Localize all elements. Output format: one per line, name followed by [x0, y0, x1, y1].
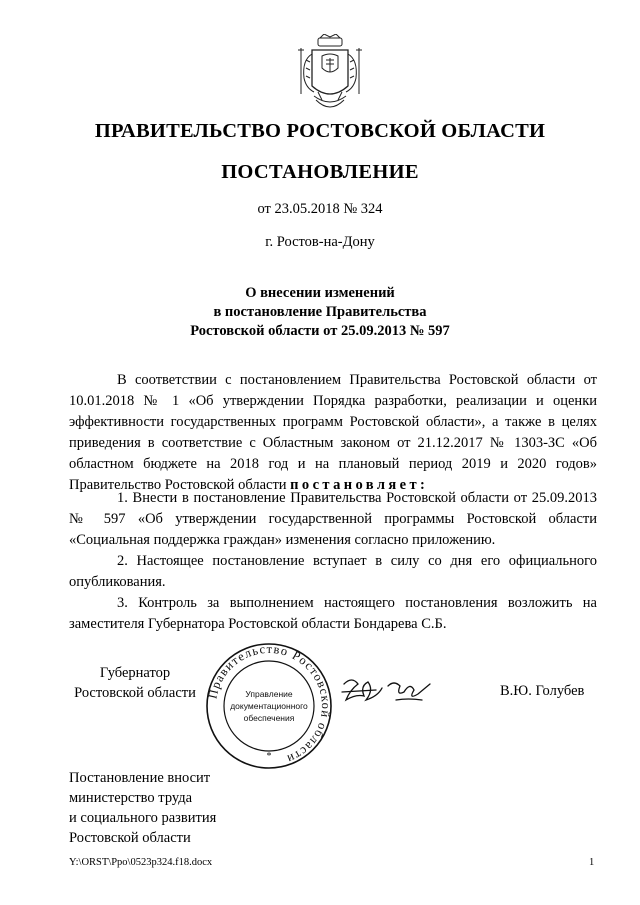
footer-file-path: Y:\ORST\Ppo\0523p324.f18.docx: [69, 857, 213, 868]
position-line: Губернатор: [99, 665, 171, 681]
document-city: г. Ростов-на-Дону: [265, 234, 375, 250]
svg-text:Управление: Управление: [245, 689, 293, 699]
svg-text:*: *: [266, 751, 272, 762]
resolution-item: 2. Настоящее постановление вступает в силу со дня его официального опубликования.: [69, 553, 597, 590]
document-subject: [0, 284, 640, 341]
signatory-name: В.Ю. Голубев: [500, 683, 585, 699]
document-type: ПОСТАНОВЛЕНИЕ: [221, 161, 419, 183]
submitted-by-note: [69, 768, 216, 848]
subject-line: Ростовской области от 25.09.2013 № 597: [190, 323, 450, 339]
position-line: Ростовской области: [74, 685, 196, 701]
note-line: Постановление вносит: [69, 770, 211, 786]
intro-text: В соответствии с постановлением Правительства Ростовской области от 10.01.2018 № 1 «Об утверждении Порядка разработки, реализации и оценки эффективности государственных программ Ростовской области», а также в целях приведения в соответствие с Областным законом от 21.12.2017 № 1303-ЗС «Об областном бюджете на 2018 год и на плановый период 2019 и 2020 годов» Правительство Ростовской области: [69, 372, 597, 493]
svg-text:обеспечения: обеспечения: [243, 713, 295, 723]
resolution-item: 3. Контроль за выполнением настоящего постановления возложить на заместителя Губернатора Ростовской области Бондарева С.Б.: [69, 595, 597, 632]
document-date-number: от 23.05.2018 № 324: [257, 201, 383, 217]
intro-paragraph: [69, 370, 597, 496]
subject-line: в постановление Правительства: [213, 304, 427, 320]
note-line: Ростовской области: [69, 830, 191, 846]
svg-text:Правительство Ростовской облас: Правительство Ростовской области: [205, 641, 334, 767]
signatory-position: [69, 663, 201, 703]
svg-text:документационного: документационного: [230, 701, 308, 711]
government-title: ПРАВИТЕЛЬСТВО РОСТОВСКОЙ ОБЛАСТИ: [94, 120, 546, 142]
handwritten-signature: [338, 670, 438, 712]
coat-of-arms-emblem: [298, 34, 362, 116]
page-number: 1: [589, 857, 595, 868]
resolution-keyword: постановляет:: [290, 477, 429, 493]
resolution-item: 1. Внести в постановление Правительства Ростовской области от 25.09.2013 № 597 «Об утверждении государственной программы Ростовской области «Социальная поддержка граждан» изменения согласно приложению.: [69, 490, 597, 548]
official-stamp: [204, 641, 334, 771]
note-line: министерство труда: [69, 790, 193, 806]
resolution-items: [69, 488, 597, 635]
subject-line: О внесении изменений: [245, 285, 395, 301]
note-line: и социального развития: [69, 810, 217, 826]
